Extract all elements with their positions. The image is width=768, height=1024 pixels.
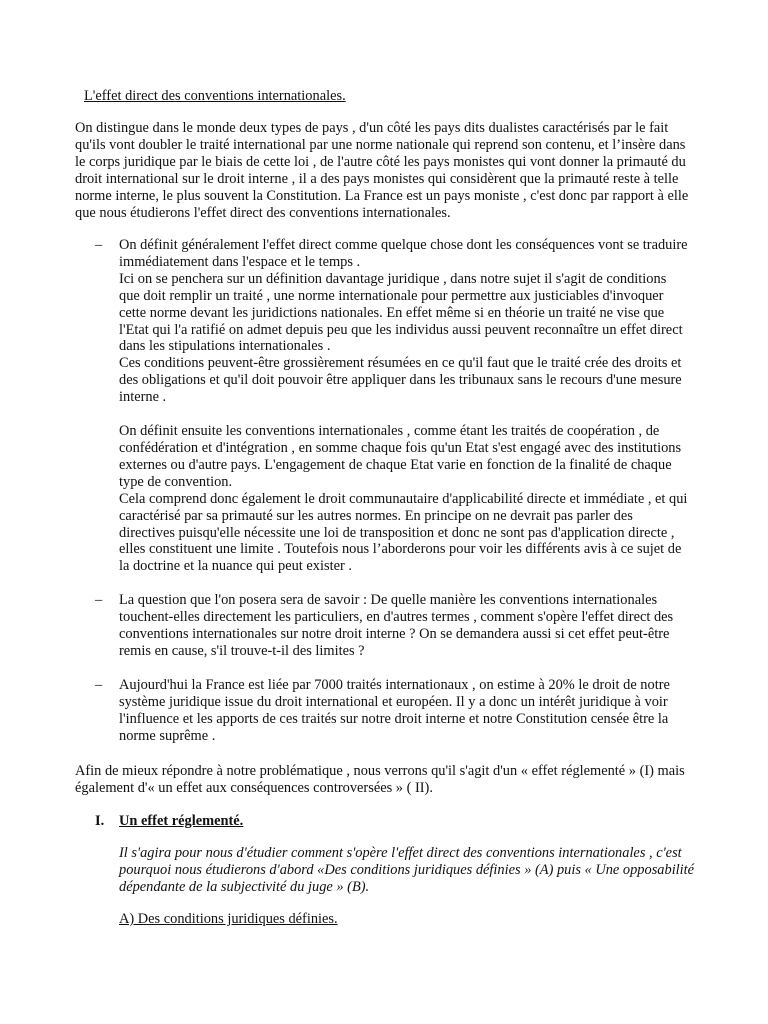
bullet-list bbox=[0, 237, 768, 744]
bullet-item-definitions bbox=[0, 237, 689, 575]
bullet-paragraph: Ces conditions peuvent-être grossièrement résumées en ce qu'il faut que le traité crée des droits et des obligations et qu'il doit pouvoir être appliquer dans les tribunaux sans le recours d'une mesure interne . bbox=[119, 355, 682, 406]
bullet-paragraph: On définit ensuite les conventions internationales , comme étant les traités de coopération , de confédération et d'intégration , en somme chaque fois qu'un Etat s'est engagé avec des institutions externes ou d'autre pays. L'engagement de chaque Etat varie en fonction de la finalité de chaque type de convention. bbox=[119, 423, 682, 490]
section-number: I. bbox=[95, 813, 105, 829]
bullet-marker: – bbox=[95, 237, 103, 253]
bullet-marker: – bbox=[95, 592, 103, 609]
blank-line bbox=[119, 406, 689, 423]
intro-paragraph: On distingue dans le monde deux types de pays , d'un côté les pays dits dualistes caractérisés par le fait qu'ils vont doubler le traité international par une norme nationale qui reprend son contenu, et l’insère dans le corps juridique par le biais de cette loi , de l'autre côté les pays monistes qui vont donner la primauté du droit international sur le droit interne , il a des pays monistes qui considèrent que la primauté reste à telle norme interne, le plus souvent la Constitution. La France est un pays moniste , c'est donc par rapport à elle que nous étudierons l'effet direct des conventions internationales. bbox=[75, 120, 689, 221]
bullet-item-question bbox=[0, 592, 689, 660]
subsection-heading: A) Des conditions juridiques définies. bbox=[119, 911, 338, 927]
bullet-paragraph: On définit généralement l'effet direct comme quelque chose dont les conséquences vont se traduire immédiatement dans l'espace et le temps . bbox=[119, 237, 688, 270]
bullet-paragraph: La question que l'on posera sera de savoir : De quelle manière les conventions internationales touchent-elles directement les particuliers, en d'autres termes , comment s'opère l'effet direct des conventions internationales sur notre droit interne ? On se demandera aussi si cet effet peut-être remis en cause, s'il trouve-t-il des limites ? bbox=[119, 592, 674, 659]
bullet-item-interest bbox=[0, 677, 689, 745]
announcement-paragraph: Afin de mieux répondre à notre problématique , nous verrons qu'il s'agit d'un « effet réglementé » (I) mais également d'« un effet aux conséquences controversées » ( II). bbox=[75, 763, 685, 796]
bullet-paragraph: Cela comprend donc également le droit communautaire d'applicabilité directe et immédiate , et qui caractérisé par sa primauté sur les autres normes. En principe on ne devrait pas parler des directives puisqu'elle nécessite une loi de transposition et donc ne sont pas d'application directe , elles constituent une limite . Toutefois nous l’aborderons pour voir les différents avis à ce sujet de la doctrine et la nuance qui peut exister . bbox=[119, 490, 688, 575]
section-heading bbox=[95, 813, 243, 830]
section-title: Un effet réglementé. bbox=[119, 813, 244, 829]
bullet-paragraph: Aujourd'hui la France est liée par 7000 traités internationaux , on estime à 20% le droit de notre système juridique issue du droit international et européen. Il y a donc un intérêt juridique à voir l'influence et les apports de ces traités sur notre droit interne et notre Constitution censée être la norme suprême . bbox=[119, 676, 670, 744]
bullet-marker: – bbox=[95, 676, 103, 693]
section-intro-paragraph: Il s'agira pour nous d'étudier comment s'opère l'effet direct des conventions internationales , c'est pourquoi nous étudierons d'abord «Des conditions juridiques définies » (A) puis « Une opposabilité dépendante de la subjectivité du juge » (B). bbox=[119, 845, 695, 895]
bullet-paragraph: Ici on se penchera sur un définition davantage juridique , dans notre sujet il s'agit de conditions que doit remplir un traité , une norme internationale pour permettre aux justiciables d'invoquer cette norme devant les juridictions nationales. En effet même si en théorie un traité ne vise que l'Etat qui l'a ratifié on admet depuis peu que les individus aussi peuvent reconnaître un effet direct dans les stipulations internationales . bbox=[119, 270, 683, 355]
document-title: L'effet direct des conventions internationales. bbox=[84, 88, 346, 104]
